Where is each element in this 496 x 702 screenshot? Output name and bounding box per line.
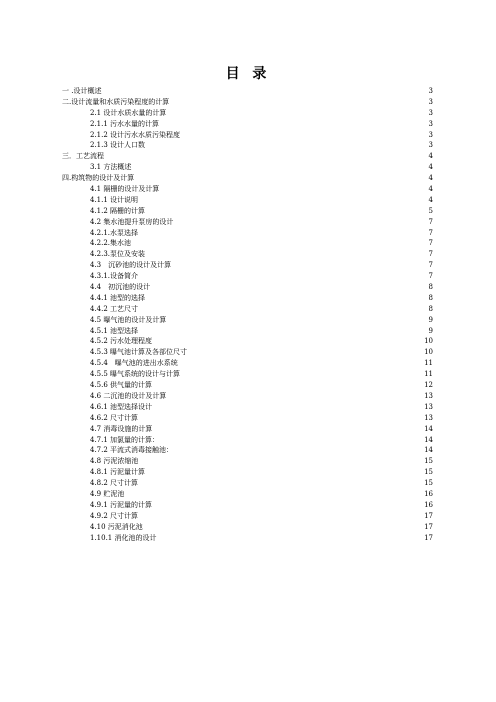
toc-entry-label: 4.8 污泥浓缩池 (90, 457, 139, 466)
toc-entry (0, 347, 496, 358)
toc-entry-page-number: 7 (428, 261, 433, 270)
toc-entry-page-number: 13 (424, 391, 433, 400)
toc-entry-page-number: 7 (428, 228, 433, 237)
toc-entry-page-number: 4 (428, 185, 433, 194)
toc-entry-page-number: 7 (428, 217, 433, 226)
toc-entry-page-number: 3 (428, 119, 433, 128)
toc-entry-label: 2.1.2 设计污水水质污染程度 (90, 130, 181, 139)
toc-entry (0, 249, 496, 260)
toc-entry-label: 2.1.1 污水水量的计算 (90, 119, 160, 128)
toc-entry-page-number: 4 (428, 152, 433, 161)
toc-entry (0, 402, 496, 413)
toc-entry (0, 511, 496, 522)
toc-entry-page-number: 14 (424, 435, 433, 444)
toc-entry-label: 2.1.3 设计人口数 (90, 141, 146, 150)
toc-entry (0, 456, 496, 467)
toc-entry-label: 四.构筑物的设计及计算 (62, 174, 135, 183)
toc-entry (0, 467, 496, 478)
toc-entry-label: 4.7 消毒设施的计算 (90, 424, 153, 433)
toc-entry-page-number: 11 (424, 370, 433, 379)
table-of-contents (0, 86, 496, 543)
toc-entry (0, 228, 496, 239)
toc-entry (0, 282, 496, 293)
toc-entry-label: 4.7.2 平流式消毒接触池： (90, 446, 174, 455)
toc-entry-label: 4.1 隔栅的设计及计算 (90, 185, 160, 194)
toc-entry (0, 522, 496, 533)
toc-entry (0, 380, 496, 391)
toc-entry-label: 4.9 贮泥池 (90, 489, 125, 498)
toc-entry-page-number: 8 (428, 304, 433, 313)
toc-entry-page-number: 4 (428, 195, 433, 204)
toc-entry (0, 206, 496, 217)
toc-entry (0, 217, 496, 228)
toc-entry (0, 413, 496, 424)
toc-entry-label: 4.3.1.设备简介 (90, 272, 139, 281)
toc-entry-label: 4.6.2 尺寸计算 (90, 413, 139, 422)
toc-entry (0, 97, 496, 108)
toc-entry (0, 151, 496, 162)
toc-entry (0, 358, 496, 369)
toc-entry (0, 478, 496, 489)
toc-entry-page-number: 16 (424, 489, 433, 498)
toc-entry-label: 2.1 设计水质水量的计算 (90, 108, 167, 117)
toc-entry-page-number: 5 (428, 206, 433, 215)
toc-entry-label: 4.4.1 池型的选择 (90, 293, 146, 302)
toc-entry-label: 4.2.1.水泵选择 (90, 228, 139, 237)
toc-entry-label: 3.1 方法概述 (90, 163, 132, 172)
toc-entry-page-number: 3 (428, 141, 433, 150)
toc-entry-page-number: 17 (424, 522, 433, 531)
toc-entry-page-number: 14 (424, 446, 433, 455)
toc-entry-label: 4.9.1 污泥量的计算 (90, 500, 153, 509)
toc-entry-label: 4.9.2 尺寸计算 (90, 511, 139, 520)
toc-entry-page-number: 11 (424, 359, 433, 368)
toc-entry (0, 130, 496, 141)
toc-entry (0, 140, 496, 151)
toc-entry-label: 4.4 初沉池的设计 (90, 283, 151, 292)
toc-entry (0, 304, 496, 315)
toc-entry-label: 二.设计流量和水质污染程度的计算 (62, 97, 170, 106)
toc-entry (0, 293, 496, 304)
toc-entry-page-number: 12 (424, 381, 433, 390)
toc-entry (0, 173, 496, 184)
toc-entry-page-number: 15 (424, 457, 433, 466)
toc-entry (0, 195, 496, 206)
toc-entry (0, 533, 496, 544)
toc-entry-label: 4.5.3 曝气池计算及各部位尺寸 (90, 348, 188, 357)
toc-entry-page-number: 3 (428, 87, 433, 95)
toc-entry-label: 4.1.2 隔栅的计算 (90, 206, 146, 215)
toc-entry (0, 184, 496, 195)
toc-entry-label: 4.5.4 曝气池的进出水系统 (90, 359, 178, 368)
toc-entry-label: 4.2.3.泵位及安装 (90, 250, 146, 259)
toc-entry-page-number: 13 (424, 413, 433, 422)
toc-entry (0, 391, 496, 402)
toc-entry-page-number: 9 (428, 326, 433, 335)
toc-entry-label: 1.10.1 消化池的设计 (90, 533, 157, 542)
toc-entry-page-number: 17 (424, 511, 433, 520)
toc-entry-page-number: 13 (424, 402, 433, 411)
toc-entry-page-number: 15 (424, 468, 433, 477)
toc-entry (0, 435, 496, 446)
toc-entry-page-number: 10 (424, 337, 433, 346)
toc-entry-label: 4.2.2.集水池 (90, 239, 132, 248)
toc-entry-page-number: 8 (428, 293, 433, 302)
toc-entry-label: 4.4.2 工艺尺寸 (90, 304, 139, 313)
toc-entry (0, 86, 496, 97)
toc-entry-page-number: 3 (428, 97, 433, 106)
toc-entry-page-number: 10 (424, 348, 433, 357)
toc-entry-label: 4.3 沉砂池的设计及计算 (90, 261, 172, 270)
toc-entry-page-number: 14 (424, 424, 433, 433)
toc-entry (0, 369, 496, 380)
toc-entry-label: 4.5.1 池型选择 (90, 326, 139, 335)
toc-entry (0, 271, 496, 282)
toc-entry-label: 4.1.1 设计说明 (90, 195, 139, 204)
toc-entry-page-number: 7 (428, 272, 433, 281)
toc-entry-label: 一 .设计概述 (62, 87, 102, 95)
toc-entry (0, 260, 496, 271)
toc-entry (0, 108, 496, 119)
toc-entry-label: 4.5.6 供气量的计算 (90, 381, 153, 390)
toc-entry (0, 500, 496, 511)
toc-entry-label: 4.10 污泥消化池 (90, 522, 143, 531)
toc-entry (0, 326, 496, 337)
toc-entry-label: 4.7.1 加氯量的计算： (90, 435, 160, 444)
toc-entry-page-number: 8 (428, 283, 433, 292)
toc-entry-page-number: 15 (424, 479, 433, 488)
toc-entry (0, 315, 496, 326)
toc-entry (0, 424, 496, 435)
toc-entry-label: 4.2 集水池提升泵房的设计 (90, 217, 174, 226)
toc-entry-page-number: 16 (424, 500, 433, 509)
toc-entry-label: 4.8.2 尺寸计算 (90, 479, 139, 488)
toc-entry-page-number: 3 (428, 108, 433, 117)
toc-entry (0, 162, 496, 173)
toc-entry-label: 4.6 二沉池的设计及计算 (90, 391, 167, 400)
toc-entry-page-number: 3 (428, 130, 433, 139)
toc-entry-label: 4.5 曝气池的设计及计算 (90, 315, 167, 324)
toc-entry-label: 4.8.1 污泥量计算 (90, 468, 146, 477)
toc-entry-page-number: 7 (428, 250, 433, 259)
toc-entry (0, 336, 496, 347)
toc-entry (0, 489, 496, 500)
toc-entry-label: 4.5.5 曝气系统的设计与计算 (90, 370, 181, 379)
toc-entry-page-number: 7 (428, 239, 433, 248)
toc-entry-label: 4.6.1 池型选择设计 (90, 402, 153, 411)
toc-title: 目 录 (225, 66, 271, 82)
toc-entry (0, 238, 496, 249)
toc-entry-page-number: 4 (428, 163, 433, 172)
toc-entry-page-number: 4 (428, 174, 433, 183)
toc-entry (0, 445, 496, 456)
toc-entry-label: 三．工艺流程 (62, 152, 104, 161)
toc-entry-page-number: 17 (424, 533, 433, 542)
toc-entry (0, 119, 496, 130)
toc-entry-page-number: 9 (428, 315, 433, 324)
toc-entry-label: 4.5.2 污水处理程度 (90, 337, 153, 346)
